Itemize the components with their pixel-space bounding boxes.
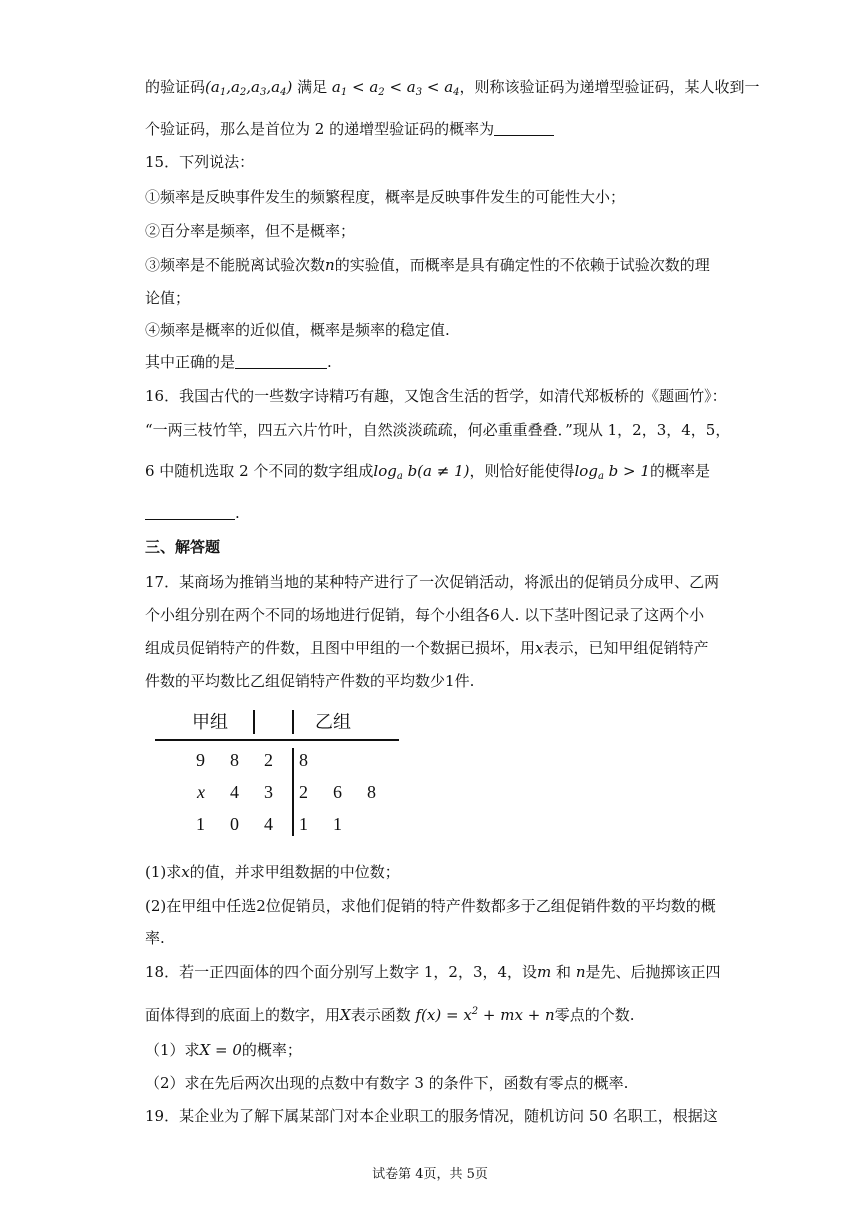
text: 18．若一正四面体的四个面分别写上数字 1，2，3，4，设 — [145, 963, 538, 981]
math-fx: $f(x) = x^2$ + mx + n — [415, 1006, 555, 1024]
q15-title: 15．下列说法： — [145, 153, 255, 171]
text: ，则恰好能使得 — [469, 462, 575, 480]
header-rule — [155, 739, 399, 741]
q19-line1: 19．某企业为了解下属某部门对本企业职工的服务情况，随机访问 50 名职工，根据这 — [145, 1107, 718, 1125]
text: 人. 以下茎叶图记录了这两个小 — [499, 606, 705, 624]
text: 件数的平均数比乙组促销特产件数的平均数少 — [145, 672, 446, 690]
text: 的验证码 — [145, 78, 206, 96]
q15-item2: ②百分率是频率，但不是概率； — [145, 222, 356, 240]
stem-divider — [292, 748, 294, 836]
math-log2: $\log_a b > 1$ — [574, 462, 650, 482]
text: 个验证码，那么是首位为 2 的递增型验证码的概率为 — [145, 120, 495, 138]
q17-line1: 17．某商场为推销当地的某种特产进行了一次促销活动，将派出的促销员分成甲、乙两 — [145, 573, 720, 591]
math-X: X — [340, 1006, 351, 1024]
answer-blank — [145, 505, 235, 520]
math-one: 1 — [445, 672, 455, 690]
math-ineq: $a_1 < a_2 < a_3 < a_4$ — [331, 78, 460, 98]
q14-line1 — [145, 77, 760, 103]
math-X0: X = 0 — [199, 1041, 242, 1059]
q17-line4 — [145, 671, 474, 691]
math-m: m — [537, 963, 552, 981]
text: 组成员促销特产的件数，且图中甲组的一个数据已损坏，用 — [145, 639, 536, 657]
q15-item1: ①频率是反映事件发生的频繁程度，概率是反映事件发生的可能性大小； — [145, 188, 626, 206]
leaf-left: 0 — [230, 814, 239, 834]
q15-item3 — [145, 255, 710, 275]
text: ③频率是不能脱离试验次数 — [145, 256, 326, 274]
header-right: 乙组 — [315, 712, 351, 732]
q18-line1 — [145, 962, 721, 982]
text: 的值，并求甲组数据的中位数； — [189, 863, 400, 881]
q17-part1 — [145, 862, 400, 882]
math-two: 2 — [256, 897, 266, 915]
header-divider-right — [292, 710, 294, 734]
text: 面体得到的底面上的数字，用 — [145, 1006, 341, 1024]
math-x: x — [181, 863, 190, 881]
header-divider-left — [253, 710, 255, 734]
text: 位促销员，求他们促销的特产件数都多于乙组促销件数的平均数的概 — [265, 897, 716, 915]
leaf-left: 9 — [196, 750, 205, 770]
section-heading: 三、解答题 — [145, 538, 221, 556]
leaf-left: 8 — [230, 750, 239, 770]
q15-item4: ④频率是概率的近似值，概率是频率的稳定值. — [145, 321, 450, 339]
q18-line2 — [145, 1002, 635, 1025]
text: 零点的个数. — [554, 1006, 635, 1024]
leaf-left: 4 — [230, 782, 239, 802]
q17-line3 — [145, 638, 709, 658]
math-n: n — [575, 963, 586, 981]
text: 表示函数 — [350, 1006, 411, 1024]
leaf-right: 8 — [299, 750, 308, 770]
q16-line1: 16．我国古代的一些数字诗精巧有趣，又饱含生活的哲学，如清代郑板桥的《题画竹》： — [145, 387, 727, 405]
stem: 2 — [264, 750, 273, 770]
text: 件. — [454, 672, 475, 690]
leaf-right: 6 — [333, 782, 342, 802]
header-left: 甲组 — [192, 712, 228, 732]
math-x: x — [535, 639, 544, 657]
q15-item3-cont: 论值； — [145, 289, 191, 307]
stem: 4 — [264, 814, 273, 834]
leaf-right: 1 — [333, 814, 342, 834]
stem-leaf-plot — [150, 708, 410, 843]
text: 个小组分别在两个不同的场地进行促销，每个小组各 — [145, 606, 491, 624]
q18-part1 — [145, 1040, 302, 1060]
leaf-right: 1 — [299, 814, 308, 834]
text: 是先、后抛掷该正四 — [585, 963, 721, 981]
page-footer: 试卷第 4页，共 5页 — [372, 1167, 488, 1182]
text: 满足 — [297, 78, 328, 96]
text: (2)在甲组中任选 — [145, 897, 257, 915]
q17-part2 — [145, 896, 716, 916]
q17-part2-cont: 率. — [145, 929, 165, 947]
text: 的概率是 — [649, 462, 710, 480]
q16-line3 — [145, 461, 710, 487]
math-six: 6 — [490, 606, 500, 624]
q18-part2: （2）求在先后两次出现的点数中有数字 3 的条件下，函数有零点的概率. — [145, 1074, 629, 1092]
stem: 3 — [264, 782, 273, 802]
math-n: n — [325, 256, 335, 274]
text: 其中正确的是 — [145, 353, 236, 371]
leaf-left-x: x — [197, 782, 205, 802]
text: 的实验值，而概率是具有确定性的不依赖于试验次数的理 — [334, 256, 710, 274]
q16-line2: “一两三枝竹竿，四五六片竹叶，自然淡淡疏疏，何必重重叠叠．”现从 1，2，3，4，5， — [145, 421, 731, 439]
text: 和 — [556, 963, 572, 981]
text: 的概率； — [241, 1041, 302, 1059]
math-tuple: $(a_1,a_2,a_3,a_4)$ — [205, 78, 293, 98]
leaf-left: 1 — [196, 814, 205, 834]
text: (1)求 — [145, 863, 182, 881]
q14-line2 — [145, 119, 554, 139]
leaf-right: 8 — [367, 782, 376, 802]
q17-line2 — [145, 605, 704, 625]
leaf-right: 2 — [299, 782, 308, 802]
q16-answer: . — [145, 503, 240, 523]
math-log: $\log_a b(a \ne 1)$ — [373, 462, 470, 482]
text: ，则称该验证码为递增型验证码，某人收到一 — [459, 78, 760, 96]
text: （1）求 — [145, 1041, 200, 1059]
answer-blank — [494, 121, 554, 136]
text: 6 中随机选取 2 个不同的数字组成 — [145, 462, 374, 480]
answer-blank — [235, 354, 327, 369]
text: 表示，已知甲组促销特产 — [543, 639, 709, 657]
q15-answer: 其中正确的是 . — [145, 353, 332, 371]
